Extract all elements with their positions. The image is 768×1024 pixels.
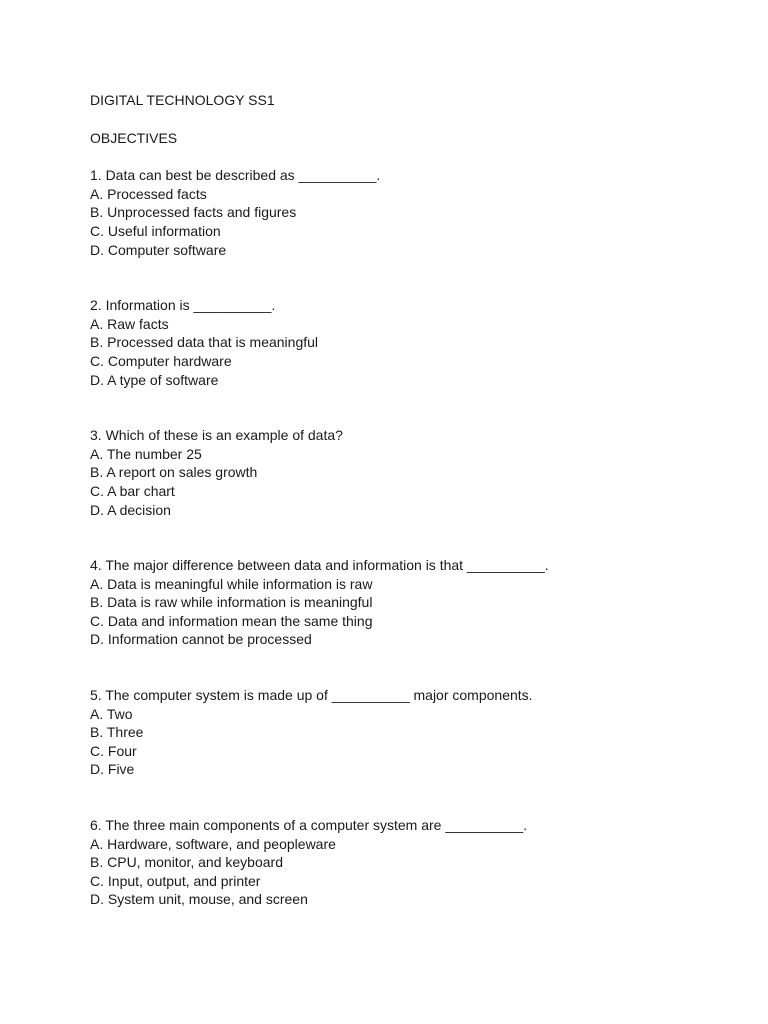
answer-option: D. Information cannot be processed bbox=[90, 631, 312, 648]
question-block-1 bbox=[90, 166, 730, 259]
answer-option: A. Two bbox=[90, 705, 133, 722]
answer-option: D. A decision bbox=[90, 501, 171, 518]
answer-option: B. Three bbox=[90, 724, 144, 741]
question-block-5 bbox=[90, 686, 730, 779]
section-heading: OBJECTIVES bbox=[90, 129, 178, 146]
answer-option: B. Unprocessed facts and figures bbox=[90, 204, 297, 221]
answer-option: C. Four bbox=[90, 742, 137, 759]
question-block-2 bbox=[90, 296, 730, 389]
answer-option: C. Input, output, and printer bbox=[90, 872, 261, 889]
answer-option: B. Processed data that is meaningful bbox=[90, 334, 319, 351]
answer-option: D. System unit, mouse, and screen bbox=[90, 891, 308, 908]
answer-option: A. Hardware, software, and peopleware bbox=[90, 835, 336, 852]
answer-option: B. Data is raw while information is meaningful bbox=[90, 594, 373, 611]
question-stem: 5. The computer system is made up of __________ major components. bbox=[90, 687, 533, 704]
answer-option: A. The number 25 bbox=[90, 445, 202, 462]
question-stem: 2. Information is __________. bbox=[90, 297, 276, 314]
answer-option: C. Data and information mean the same thing bbox=[90, 612, 373, 629]
answer-option: A. Data is meaningful while information is raw bbox=[90, 575, 373, 592]
answer-option: A. Processed facts bbox=[90, 185, 207, 202]
question-block-6 bbox=[90, 816, 730, 909]
question-block-4 bbox=[90, 556, 730, 649]
answer-option: C. A bar chart bbox=[90, 482, 175, 499]
answer-option: D. Five bbox=[90, 761, 135, 778]
question-stem: 1. Data can best be described as __________. bbox=[90, 167, 381, 184]
answer-option: C. Useful information bbox=[90, 222, 221, 239]
question-block-3 bbox=[90, 426, 730, 519]
document-page bbox=[90, 91, 730, 946]
answer-option: B. A report on sales growth bbox=[90, 464, 258, 481]
answer-option: B. CPU, monitor, and keyboard bbox=[90, 854, 283, 871]
question-stem: 4. The major difference between data and information is that __________. bbox=[90, 557, 549, 574]
answer-option: A. Raw facts bbox=[90, 315, 169, 332]
question-stem: 3. Which of these is an example of data? bbox=[90, 427, 343, 444]
answer-option: D. Computer software bbox=[90, 241, 227, 258]
answer-option: C. Computer hardware bbox=[90, 352, 232, 369]
document-title: DIGITAL TECHNOLOGY SS1 bbox=[90, 92, 275, 108]
question-stem: 6. The three main components of a computer system are __________. bbox=[90, 817, 528, 834]
answer-option: D. A type of software bbox=[90, 371, 219, 388]
